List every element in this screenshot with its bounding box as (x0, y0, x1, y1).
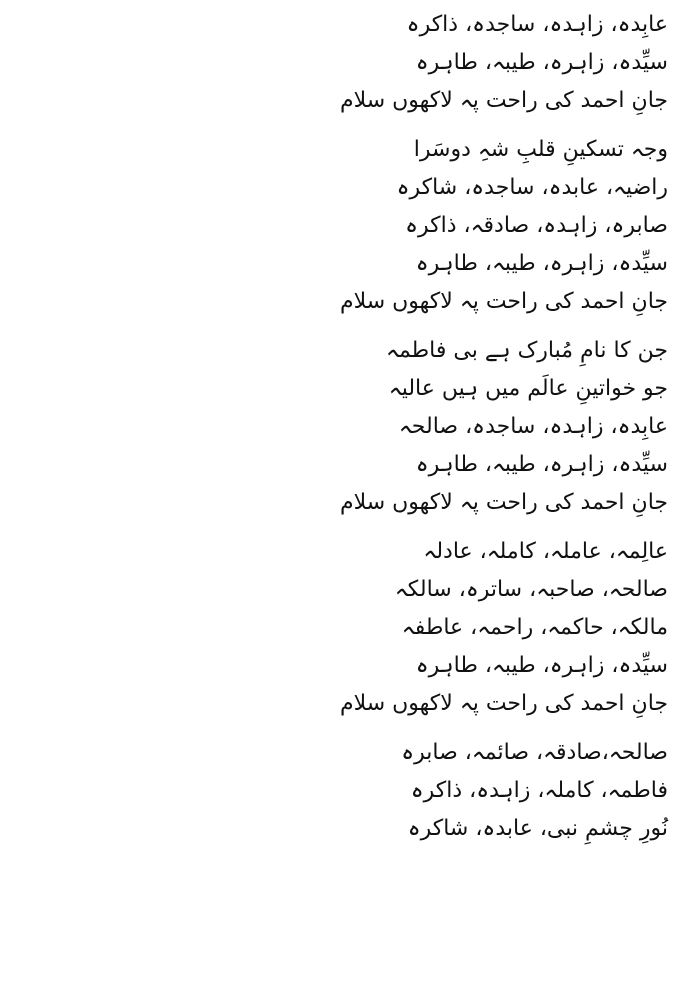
poem-line: سیِّدہ، زاہرہ، طیبہ، طاہرہ (415, 452, 668, 477)
poem-line: جانِ احمد کی راحت پہ لاکھوں سلام (339, 691, 668, 716)
poem-line: جو خواتینِ عالَم میں ہیں عالیہ (388, 376, 668, 401)
poem-line: سیِّدہ، زاہرہ، طیبہ، طاہرہ (415, 653, 668, 678)
poem-line: صالحہ،صادقہ، صائمہ، صابرہ (401, 740, 668, 765)
poem-line: فاطمہ، کاملہ، زاہدہ، ذاکرہ (410, 778, 668, 803)
poem-line: جانِ احمد کی راحت پہ لاکھوں سلام (339, 289, 668, 314)
poem-line: راضیہ، عابدہ، ساجدہ، شاکرہ (396, 175, 668, 200)
poem-line: وجہ تسکینِ قلبِ شہِ دوسَرا (413, 137, 668, 162)
poem-line: عابِدہ، زاہدہ، ساجدہ، ذاکرہ (406, 12, 668, 37)
stanza-3 (28, 332, 668, 522)
stanza-1 (28, 6, 668, 120)
poem-line: عالِمہ، عاملہ، کاملہ، عادلہ (423, 539, 668, 564)
stanza-2 (28, 131, 668, 321)
poem-line: جانِ احمد کی راحت پہ لاکھوں سلام (339, 490, 668, 515)
poem-line: سیِّدہ، زاہرہ، طیبہ، طاہرہ (415, 251, 668, 276)
stanza-4 (28, 533, 668, 723)
poem-line: عابِدہ، زاہدہ، ساجدہ، صالحہ (398, 414, 668, 439)
poem-line: نُورِ چشمِ نبی، عابدہ، شاکرہ (407, 816, 668, 841)
poem-line: سیِّدہ، زاہرہ، طیبہ، طاہرہ (415, 50, 668, 75)
poem-line: صابرہ، زاہدہ، صادقہ، ذاکرہ (405, 213, 668, 238)
poem-line: جانِ احمد کی راحت پہ لاکھوں سلام (339, 88, 668, 113)
poem-line: صالحہ، صاحبہ، ساترہ، سالکہ (394, 577, 668, 602)
stanza-5 (28, 734, 668, 848)
poem-text (28, 6, 668, 859)
poem-line: جن کا نامِ مُبارک ہے بی فاطمہ (386, 338, 668, 363)
poem-line: مالکہ، حاکمہ، راحمہ، عاطفہ (401, 615, 668, 640)
